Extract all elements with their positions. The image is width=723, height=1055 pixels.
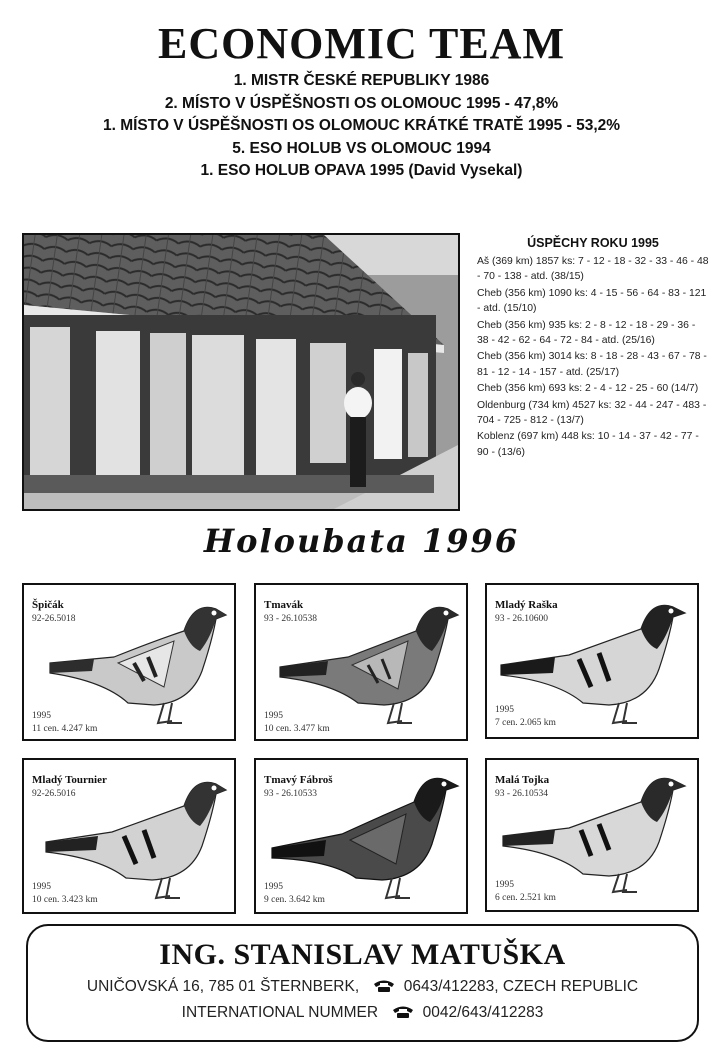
pigeon-card: [485, 583, 699, 739]
pigeon-card: [22, 758, 236, 914]
pigeon-year: 1995: [32, 882, 51, 892]
pigeon-card: [485, 758, 699, 912]
result-entry: Cheb (356 km) 3014 ks: 8 - 18 - 28 - 43 - 67 - 78 - 81 - 12 - 14 - 157 - atd. (25/17): [477, 351, 707, 378]
result-entry: Cheb (356 km) 935 ks: 2 - 8 - 12 - 18 - 29 - 36 - 38 - 42 - 62 - 64 - 72 - 84 - atd. (25/16): [477, 319, 696, 347]
pigeon-year: 1995: [495, 705, 514, 715]
pigeon-icon: [497, 764, 695, 900]
pigeon-card: [254, 583, 468, 741]
honor-line: 1. MISTR ČESKÉ REPUBLIKY 1986: [233, 72, 490, 89]
pigeon-year: 1995: [264, 711, 283, 721]
owner-name: ING. STANISLAV MATUŠKA: [159, 938, 566, 971]
pigeon-performance: 7 cen. 2.065 km: [495, 718, 556, 728]
phone-icon: [392, 1005, 414, 1024]
international-phone: 0042/643/412283: [422, 1004, 544, 1021]
result-entry: Koblenz (697 km) 448 ks: 10 - 14 - 37 - 42 - 77 - 90 - (13/6): [477, 431, 699, 458]
pigeon-card: [22, 583, 236, 741]
pigeon-year: 1995: [32, 711, 51, 721]
pigeon-performance: 11 cen. 4.247 km: [32, 724, 98, 734]
pigeon-name: Tmavák: [264, 599, 304, 611]
pigeon-ring: 92-26.5016: [32, 789, 76, 799]
pigeon-ring: 93 - 26.10600: [495, 614, 549, 624]
results-panel: [477, 236, 709, 461]
pigeon-name: Malá Tojka: [495, 774, 550, 786]
honor-line: 1. ESO HOLUB OPAVA 1995 (David Vysekal): [200, 162, 523, 179]
pigeon-icon: [272, 591, 466, 731]
pigeon-performance: 10 cen. 3.423 km: [32, 895, 98, 905]
pigeon-ring: 93 - 26.10534: [495, 789, 549, 799]
honors-list: [0, 70, 723, 183]
phone-icon: [373, 979, 395, 998]
page-title: ECONOMIC TEAM: [158, 19, 565, 68]
result-entry: Oldenburg (734 km) 4527 ks: 32 - 44 - 247 - 483 - 704 - 725 - 812 - (13/7): [477, 399, 707, 427]
section-title: Holoubata 1996: [203, 522, 520, 560]
pigeon-performance: 10 cen. 3.477 km: [264, 724, 330, 734]
pigeon-icon: [44, 591, 234, 731]
pigeon-name: Mladý Tournier: [32, 774, 107, 786]
pigeon-year: 1995: [495, 880, 514, 890]
pigeon-icon: [40, 766, 234, 906]
contact-box: [26, 924, 699, 1042]
pigeon-card: [254, 758, 468, 914]
pigeon-performance: 6 cen. 2.521 km: [495, 893, 556, 903]
pigeon-name: Špičák: [32, 599, 64, 611]
pigeon-ring: 93 - 26.10538: [264, 614, 318, 624]
pigeon-performance: 9 cen. 3.642 km: [264, 895, 325, 905]
pigeon-year: 1995: [264, 882, 283, 892]
address-line: [28, 978, 697, 998]
international-label: INTERNATIONAL NUMMER: [181, 1004, 379, 1021]
result-entry: Cheb (356 km) 1090 ks: 4 - 15 - 56 - 64 - 83 - 121 - atd. (15/10): [477, 287, 707, 315]
loft-photo-illustration: [24, 235, 458, 509]
address: UNIČOVSKÁ 16, 785 01 ŠTERNBERK,: [86, 978, 360, 995]
pigeon-name: Mladý Raška: [495, 599, 558, 611]
honor-line: 1. MÍSTO V ÚSPĚŠNOSTI OS OLOMOUC KRÁTKÉ TRATĚ 1995 - 53,2%: [102, 117, 621, 134]
pigeon-ring: 92-26.5018: [32, 614, 76, 624]
pigeon-name: Tmavý Fábroš: [264, 774, 333, 786]
pigeon-icon: [495, 591, 695, 731]
results-heading: ÚSPĚCHY ROKU 1995: [527, 236, 659, 250]
pigeon-icon: [266, 764, 466, 904]
honor-line: 2. MÍSTO V ÚSPĚŠNOSTI OS OLOMOUC 1995 - 47,8%: [164, 94, 559, 112]
result-entry: Aš (369 km) 1857 ks: 7 - 12 - 18 - 32 - 33 - 46 - 48 - 70 - 138 - atd. (38/15): [477, 256, 709, 283]
pigeon-ring: 93 - 26.10533: [264, 789, 318, 799]
honor-line: 5. ESO HOLUB VS OLOMOUC 1994: [232, 139, 491, 157]
loft-photo: [22, 233, 460, 511]
phone-number: 0643/412283, CZECH REPUBLIC: [403, 978, 639, 995]
result-entry: Cheb (356 km) 693 ks: 2 - 4 - 12 - 25 - 60 (14/7): [477, 383, 699, 395]
international-line: [28, 1004, 697, 1024]
